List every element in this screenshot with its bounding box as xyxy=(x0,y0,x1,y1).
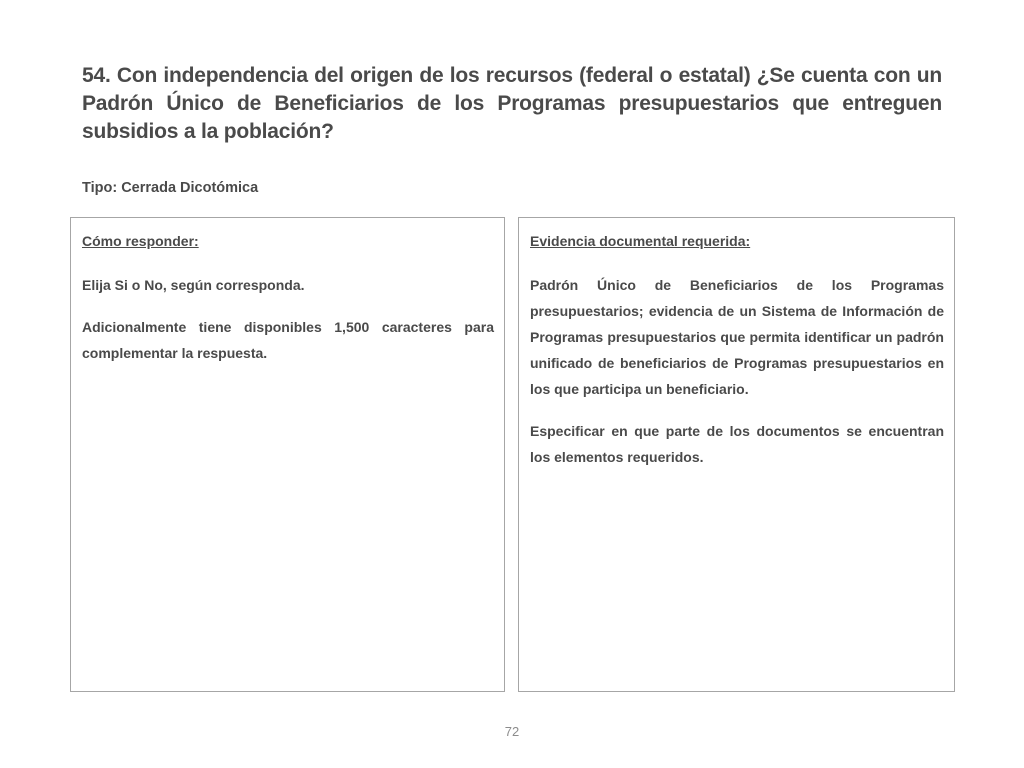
evidence-specification: Especificar en que parte de los documentos se encuentran los elementos requeridos. xyxy=(530,423,944,465)
how-to-answer-instruction: Elija Si o No, según corresponda. xyxy=(82,277,305,293)
question-title: 54. Con independencia del origen de los recursos (federal o estatal) ¿Se cuenta con un Padrón Único de Beneficiarios de los Programas presupuestarios que entreguen subsidios a la población? xyxy=(82,64,942,143)
question-type: Tipo: Cerrada Dicotómica xyxy=(82,180,259,196)
evidence-heading: Evidencia documental requerida: xyxy=(530,233,751,249)
evidence-panel xyxy=(518,217,955,692)
how-to-answer-panel xyxy=(70,217,505,692)
how-to-answer-heading: Cómo responder: xyxy=(82,233,199,249)
how-to-answer-additional-note: Adicionalmente tiene disponibles 1,500 caracteres para complementar la respuesta. xyxy=(82,319,494,361)
page-number: 72 xyxy=(504,724,520,739)
evidence-description: Padrón Único de Beneficiarios de los Programas presupuestarios; evidencia de un Sistema de Información de Programas presupuestarios que permita identificar un padrón unificado de beneficiarios de Programas presupuestarios en los que participa un beneficiario. xyxy=(530,277,944,397)
